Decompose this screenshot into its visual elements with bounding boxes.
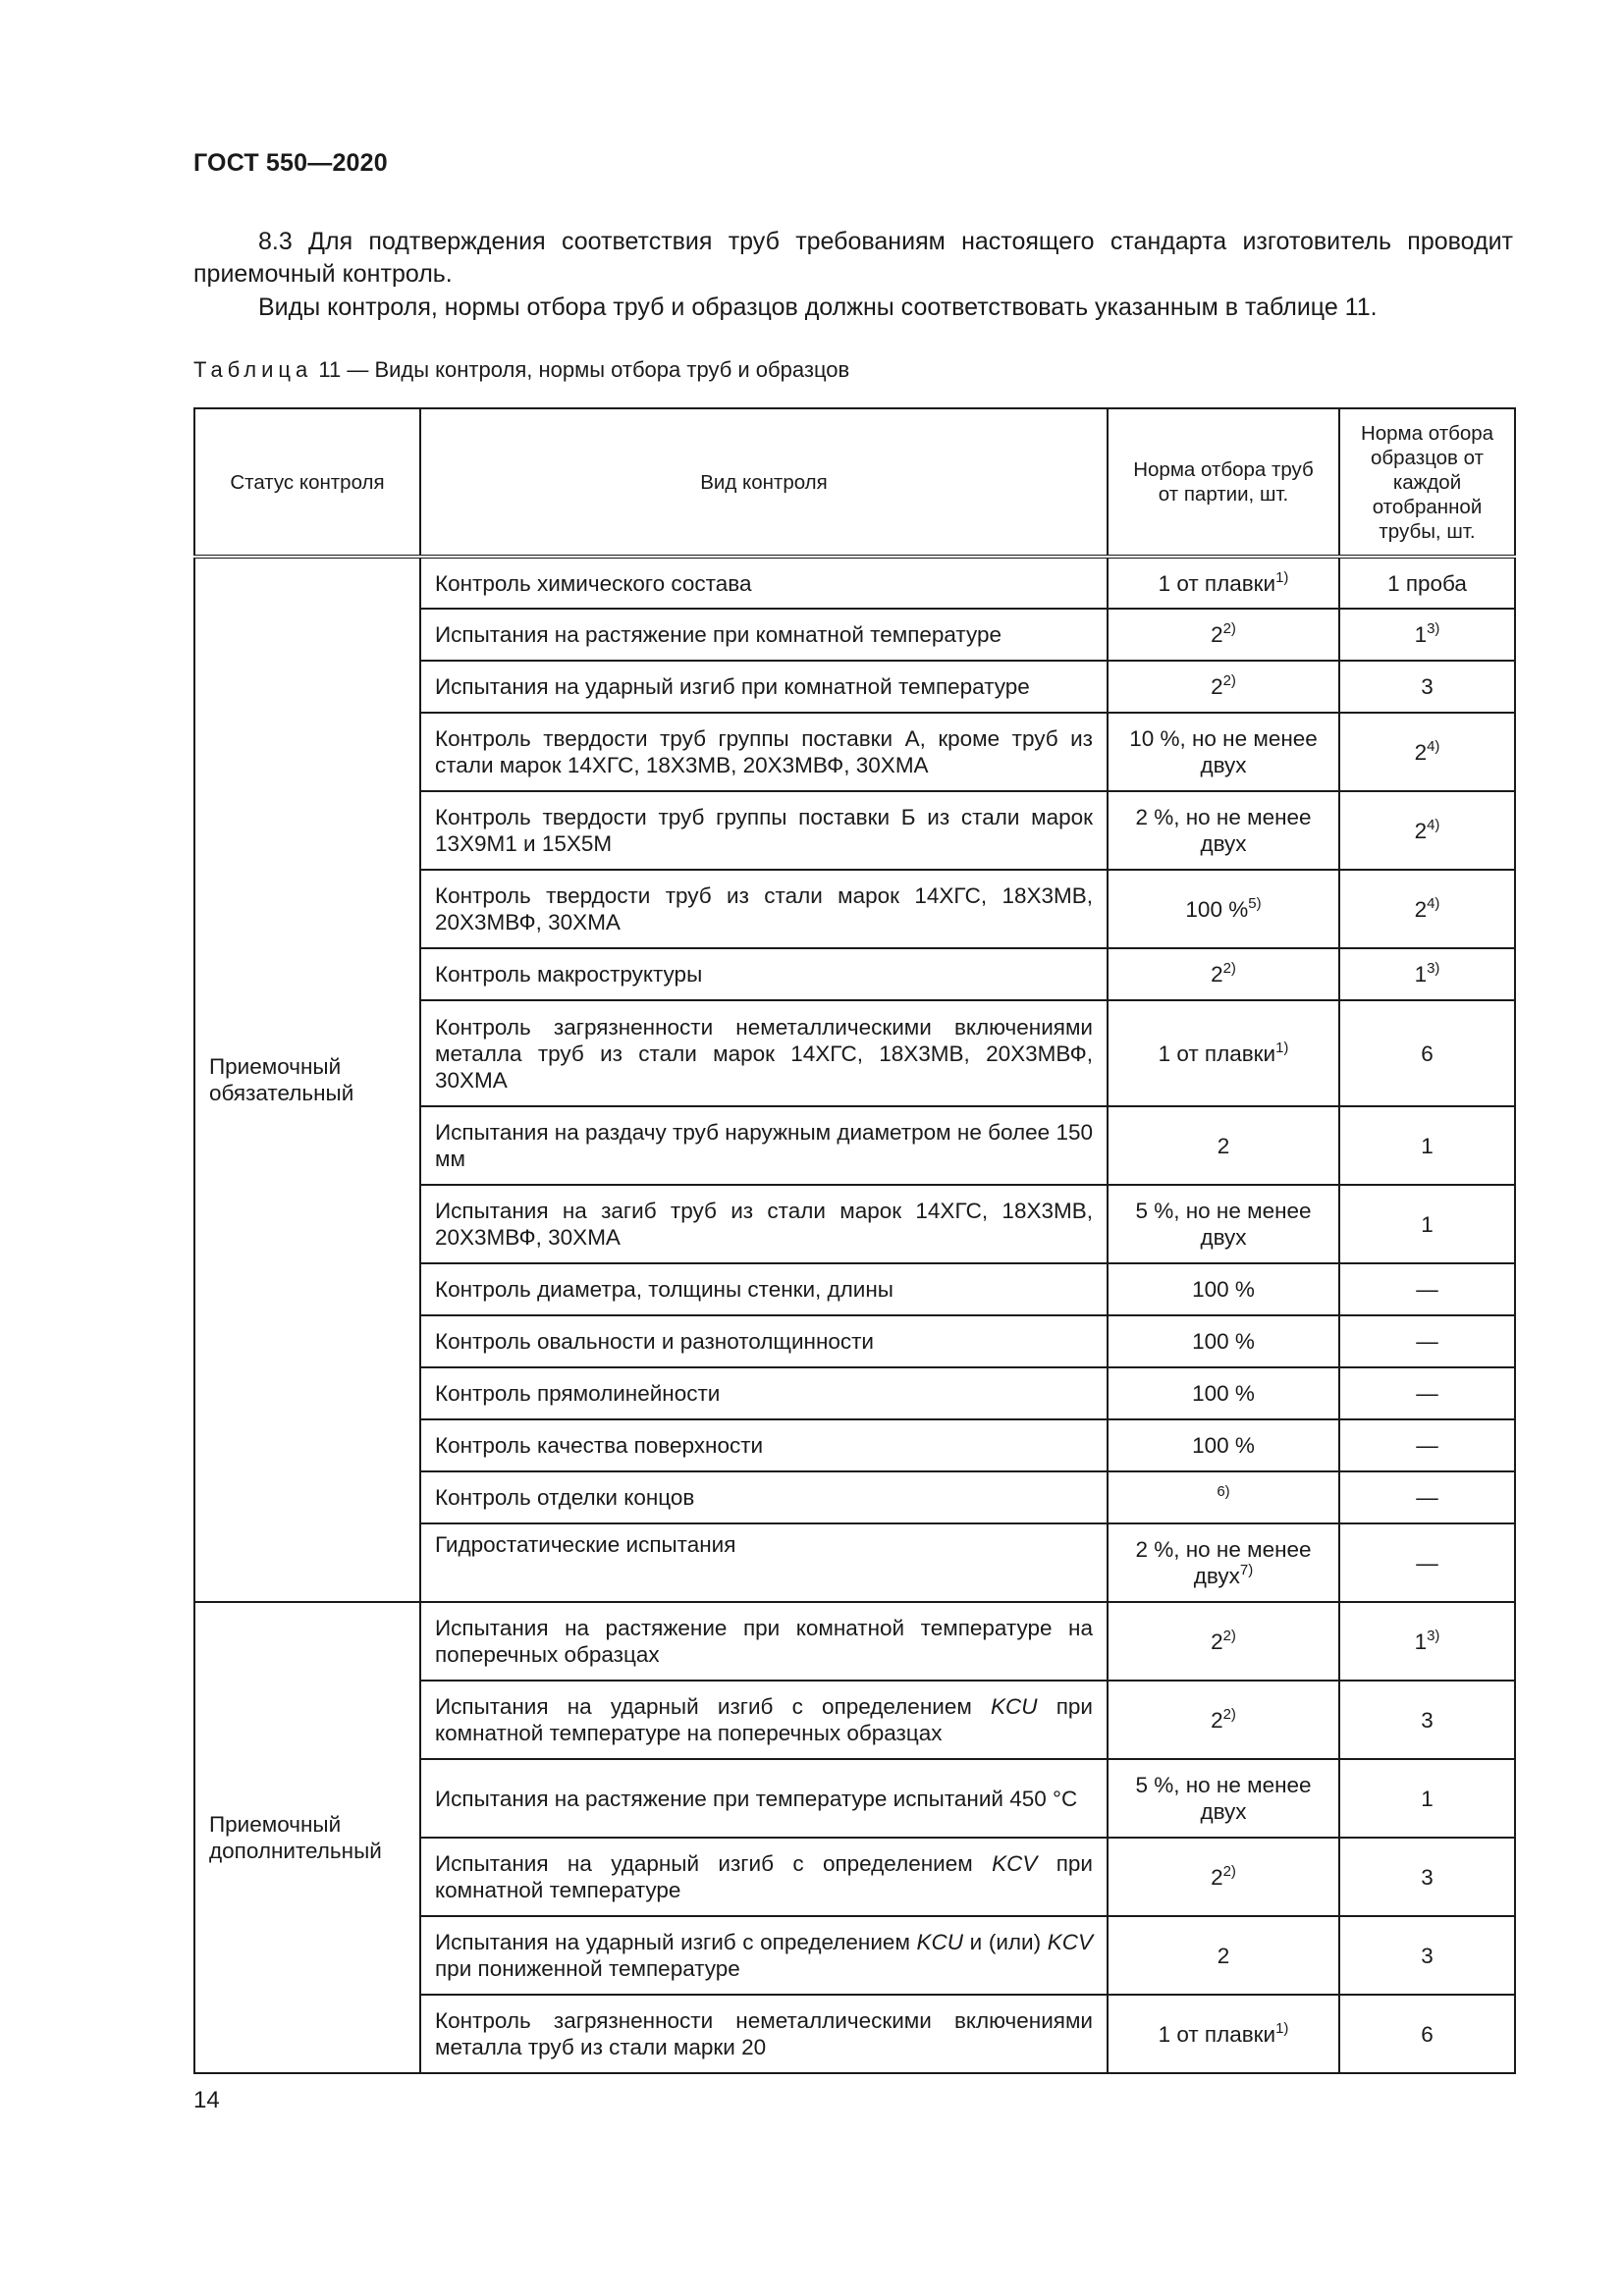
- pipes-value: 1 от плавки: [1158, 570, 1276, 596]
- pipes-value: 2 %, но не менее двух: [1135, 1537, 1312, 1588]
- control-kind-cell: Контроль прямолинейности: [420, 1367, 1108, 1419]
- pipes-value: 10 %, но не менее двух: [1129, 726, 1318, 777]
- samples-value: 1: [1421, 1133, 1434, 1158]
- footnote-ref: 1): [1275, 2019, 1289, 2037]
- control-kind-cell: Контроль твердости труб группы поставки Б из стали марок 13Х9М1 и 15Х5М: [420, 791, 1108, 870]
- footnote-ref: 3): [1427, 1627, 1440, 1644]
- footnote-ref: 7): [1239, 1562, 1254, 1578]
- samples-norm-cell: [1339, 1000, 1515, 1106]
- footnote-ref: 1): [1275, 568, 1289, 586]
- samples-value: 1: [1414, 962, 1428, 987]
- samples-norm-cell: [1339, 1681, 1515, 1759]
- control-kind-cell: Гидростатические испытания: [420, 1523, 1108, 1602]
- samples-value: 1: [1421, 1211, 1434, 1237]
- samples-value: 2: [1414, 818, 1428, 843]
- footnote-ref: 2): [1222, 1705, 1236, 1723]
- control-kind-cell: Испытания на ударный изгиб с определением KCU и (или) KCV при пониженной температуре: [420, 1916, 1108, 1995]
- table-caption-title: 11 — Виды контроля, нормы отбора труб и образцов: [312, 357, 850, 382]
- table-row: [194, 557, 1515, 609]
- page-number: 14: [193, 2087, 220, 2113]
- samples-value: —: [1416, 1550, 1438, 1575]
- samples-value: —: [1416, 1277, 1438, 1302]
- pipes-norm-cell: [1108, 1523, 1339, 1602]
- samples-value: 1 проба: [1387, 570, 1467, 596]
- control-kind-cell: Контроль диаметра, толщины стенки, длины: [420, 1263, 1108, 1315]
- pipes-value: 1 от плавки: [1158, 2021, 1276, 2047]
- samples-norm-cell: [1339, 1367, 1515, 1419]
- control-kind-cell: Контроль макроструктуры: [420, 948, 1108, 1000]
- control-kind-cell: Контроль загрязненности неметаллическими включениями металла труб из стали марок 14ХГС, 18Х3МВ, 20Х3МВФ, 30ХМА: [420, 1000, 1108, 1106]
- pipes-norm-cell: [1108, 1838, 1339, 1916]
- pipes-norm-cell: [1108, 609, 1339, 661]
- footnote-ref: 3): [1427, 620, 1440, 637]
- paragraph-control-types: Виды контроля, нормы отбора труб и образцов должны соответствовать указанным в таблице 11.: [258, 294, 1378, 321]
- footnote-ref: 2): [1222, 620, 1236, 637]
- control-kind-cell: Испытания на растяжение при комнатной температуре: [420, 609, 1108, 661]
- pipes-value: 2: [1211, 1629, 1223, 1654]
- footnote-ref: 4): [1427, 894, 1440, 912]
- pipes-value: 100 %: [1192, 1329, 1255, 1354]
- samples-norm-cell: [1339, 661, 1515, 713]
- samples-value: 3: [1421, 674, 1434, 699]
- samples-norm-cell: [1339, 1263, 1515, 1315]
- pipes-value: 100 %: [1185, 896, 1249, 922]
- pipes-norm-cell: [1108, 713, 1339, 791]
- samples-norm-cell: [1339, 1185, 1515, 1263]
- samples-value: 2: [1414, 739, 1428, 765]
- samples-value: —: [1416, 1329, 1438, 1354]
- control-kind-cell: Испытания на растяжение при комнатной температуре на поперечных образцах: [420, 1602, 1108, 1681]
- samples-norm-cell: [1339, 1106, 1515, 1185]
- pipes-value: 2: [1211, 1864, 1223, 1890]
- footnote-ref: 6): [1217, 1483, 1230, 1500]
- samples-norm-cell: [1339, 1419, 1515, 1471]
- control-kind-cell: Контроль овальности и разнотолщинности: [420, 1315, 1108, 1367]
- pipes-norm-cell: [1108, 1681, 1339, 1759]
- control-kind-cell: Контроль твердости труб из стали марок 14ХГС, 18Х3МВ, 20Х3МВФ, 30ХМА: [420, 870, 1108, 948]
- samples-norm-cell: [1339, 1523, 1515, 1602]
- pipes-norm-cell: [1108, 1419, 1339, 1471]
- footnote-ref: 5): [1248, 894, 1262, 912]
- table-row: [194, 1602, 1515, 1681]
- pipes-value: 2: [1211, 622, 1223, 647]
- samples-norm-cell: [1339, 791, 1515, 870]
- samples-norm-cell: [1339, 1602, 1515, 1681]
- status-cell: Приемочный дополнительный: [194, 1602, 420, 2073]
- paragraph-8-3: 8.3 Для подтверждения соответствия труб требованиям настоящего стандарта изготовитель проводит приемочный контроль.: [193, 228, 1513, 288]
- samples-norm-cell: [1339, 609, 1515, 661]
- footnote-ref: 3): [1427, 960, 1440, 977]
- samples-value: 3: [1421, 1707, 1434, 1733]
- footnote-ref: 2): [1222, 1627, 1236, 1644]
- samples-norm-cell: [1339, 1759, 1515, 1838]
- samples-norm-cell: [1339, 713, 1515, 791]
- samples-value: 1: [1414, 1629, 1428, 1654]
- pipes-norm-cell: [1108, 1916, 1339, 1995]
- samples-norm-cell: [1339, 557, 1515, 609]
- control-kind-cell: Испытания на ударный изгиб при комнатной температуре: [420, 661, 1108, 713]
- samples-value: —: [1416, 1433, 1438, 1458]
- pipes-norm-cell: [1108, 1471, 1339, 1523]
- control-kind-cell: Испытания на ударный изгиб с определением KCV при комнатной температуре: [420, 1838, 1108, 1916]
- table-header-row: [194, 408, 1515, 557]
- column-header-kind: Вид контроля: [420, 408, 1108, 557]
- samples-value: 2: [1414, 896, 1428, 922]
- footnote-ref: 2): [1222, 672, 1236, 689]
- samples-norm-cell: [1339, 1471, 1515, 1523]
- control-kind-cell: Контроль химического состава: [420, 557, 1108, 609]
- document-id: ГОСТ 550—2020: [193, 149, 388, 177]
- table-body: [194, 557, 1515, 2073]
- pipes-norm-cell: [1108, 791, 1339, 870]
- samples-norm-cell: [1339, 1916, 1515, 1995]
- pipes-norm-cell: [1108, 1995, 1339, 2073]
- control-kind-cell: Контроль загрязненности неметаллическими включениями металла труб из стали марки 20: [420, 1995, 1108, 2073]
- control-kind-cell: Испытания на растяжение при температуре испытаний 450 °С: [420, 1759, 1108, 1838]
- control-kind-cell: Испытания на ударный изгиб с определением KCU при комнатной температуре на поперечных образцах: [420, 1681, 1108, 1759]
- pipes-value: 2: [1211, 962, 1223, 987]
- samples-value: 3: [1421, 1864, 1434, 1890]
- samples-value: 6: [1421, 2021, 1434, 2047]
- pipes-norm-cell: [1108, 1315, 1339, 1367]
- pipes-norm-cell: [1108, 1602, 1339, 1681]
- control-kind-cell: Испытания на раздачу труб наружным диаметром не более 150 мм: [420, 1106, 1108, 1185]
- pipes-value: 2: [1217, 1943, 1230, 1968]
- footnote-ref: 2): [1222, 1862, 1236, 1880]
- pipes-norm-cell: [1108, 1185, 1339, 1263]
- column-header-samples: Норма отбора образцов от каждой отобранной трубы, шт.: [1339, 408, 1515, 557]
- control-kind-cell: Контроль качества поверхности: [420, 1419, 1108, 1471]
- pipes-norm-cell: [1108, 1263, 1339, 1315]
- control-kind-cell: Контроль отделки концов: [420, 1471, 1108, 1523]
- footnote-ref: 4): [1427, 816, 1440, 833]
- footnote-ref: 4): [1427, 737, 1440, 755]
- pipes-value: 5 %, но не менее двух: [1135, 1773, 1312, 1824]
- table-caption-word: Таблица: [193, 357, 313, 382]
- pipes-value: 2 %, но не менее двух: [1135, 805, 1312, 856]
- pipes-norm-cell: [1108, 1759, 1339, 1838]
- samples-value: 1: [1421, 1786, 1434, 1811]
- pipes-value: 100 %: [1192, 1381, 1255, 1406]
- pipes-norm-cell: [1108, 661, 1339, 713]
- pipes-norm-cell: [1108, 1106, 1339, 1185]
- samples-value: 1: [1414, 622, 1428, 647]
- control-kind-cell: Испытания на загиб труб из стали марок 14ХГС, 18Х3МВ, 20Х3МВФ, 30ХМА: [420, 1185, 1108, 1263]
- pipes-value: 2: [1211, 1707, 1223, 1733]
- pipes-value: 2: [1211, 674, 1223, 699]
- pipes-norm-cell: [1108, 557, 1339, 609]
- status-cell: Приемочный обязательный: [194, 557, 420, 1602]
- pipes-value: 2: [1217, 1133, 1230, 1158]
- samples-norm-cell: [1339, 948, 1515, 1000]
- samples-norm-cell: [1339, 1995, 1515, 2073]
- table-caption: [193, 355, 849, 385]
- control-kind-cell: Контроль твердости труб группы поставки А, кроме труб из стали марок 14ХГС, 18Х3МВ, 20Х3МВФ, 30ХМА: [420, 713, 1108, 791]
- samples-norm-cell: [1339, 1315, 1515, 1367]
- pipes-value: 1 от плавки: [1158, 1041, 1276, 1066]
- samples-norm-cell: [1339, 1838, 1515, 1916]
- control-table: [193, 407, 1516, 2074]
- pipes-norm-cell: [1108, 948, 1339, 1000]
- pipes-value: 100 %: [1192, 1433, 1255, 1458]
- pipes-norm-cell: [1108, 1000, 1339, 1106]
- pipes-norm-cell: [1108, 1367, 1339, 1419]
- samples-value: 3: [1421, 1943, 1434, 1968]
- pipes-value: 100 %: [1192, 1277, 1255, 1302]
- samples-value: —: [1416, 1381, 1438, 1406]
- footnote-ref: 2): [1222, 960, 1236, 977]
- pipes-value: 5 %, но не менее двух: [1135, 1199, 1312, 1250]
- column-header-status: Статус контроля: [194, 408, 420, 557]
- samples-value: —: [1416, 1485, 1438, 1510]
- pipes-norm-cell: [1108, 870, 1339, 948]
- samples-value: 6: [1421, 1041, 1434, 1066]
- samples-norm-cell: [1339, 870, 1515, 948]
- column-header-pipes: Норма отбора труб от партии, шт.: [1108, 408, 1339, 557]
- footnote-ref: 1): [1275, 1039, 1289, 1056]
